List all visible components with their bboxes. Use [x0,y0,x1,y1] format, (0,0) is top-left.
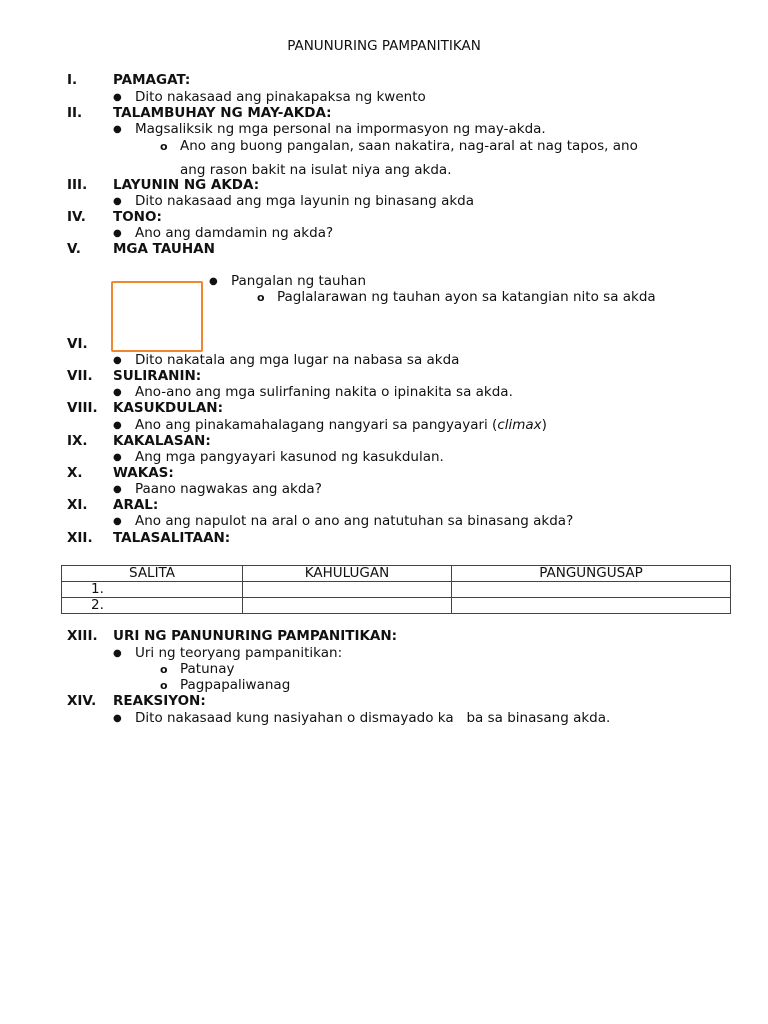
column-header-salita: SALITA [62,566,243,582]
bullet-item: ● Pangalan ng tauhan [209,273,366,289]
bullet-icon: ● [113,124,122,135]
sub-bullet-continuation: ang rason bakit na isulat niya ang akda. [180,162,452,178]
section-heading: TALASALITAAN: [113,530,231,546]
document-title: PANUNURING PAMPANITIKAN [287,38,481,54]
bullet-item: ● Uri ng teoryang pampanitikan: [113,645,343,661]
section-heading: KASUKDULAN: [113,400,223,416]
section-heading: PAMAGAT: [113,72,191,88]
section-number: III. [67,177,88,193]
section-heading: LAYUNIN NG AKDA: [113,177,260,193]
section-heading: URI NG PANUNURING PAMPANITIKAN: [113,628,398,644]
bullet-item: ● Ang mga pangyayari kasunod ng kasukdulan. [113,449,444,465]
section-number: XIV. [67,693,97,709]
section-number: V. [67,241,81,257]
section-heading: REAKSIYON: [113,693,206,709]
section-heading: TONO: [113,209,162,225]
bullet-icon: ● [209,276,218,287]
row-number: 2. [62,598,243,614]
column-header-kahulugan: KAHULUGAN [243,566,452,582]
image-placeholder-box [111,281,203,352]
table-row [62,582,731,598]
bullet-icon: ● [113,516,122,527]
section-number: I. [67,72,78,88]
bullet-icon: ● [113,713,122,724]
bullet-icon: ● [113,196,122,207]
bullet-item: ● Magsaliksik ng mga personal na impormasyon ng may-akda. [113,121,546,137]
sub-bullet-item: o Patunay [160,661,235,677]
bullet-item: ● Ano ang damdamin ng akda? [113,225,334,241]
hollow-bullet-icon: o [160,663,168,676]
table-header-row [62,566,731,582]
hollow-bullet-icon: o [160,679,168,692]
section-heading: WAKAS: [113,465,174,481]
bullet-item: ● Paano nagwakas ang akda? [113,481,322,497]
section-number: X. [67,465,83,481]
table-cell [243,582,452,598]
section-number: XII. [67,530,93,546]
bullet-item: ● Ano-ano ang mga sulirfaning nakita o ipinakita sa akda. [113,384,513,400]
bullet-icon: ● [113,355,122,366]
bullet-item: ● Ano ang pinakamahalagang nangyari sa pangyayari (climax) [113,417,547,433]
bullet-icon: ● [113,484,122,495]
bullet-icon: ● [113,387,122,398]
table-cell [452,582,731,598]
sub-bullet-item: o Paglalarawan ng tauhan ayon sa katangian nito sa akda [257,289,656,305]
table-cell [243,598,452,614]
vocabulary-table [61,565,731,614]
bullet-icon: ● [113,228,122,239]
bullet-icon: ● [113,648,122,659]
table-row [62,598,731,614]
section-number: VI. [67,336,88,352]
bullet-icon: ● [113,452,122,463]
bullet-icon: ● [113,92,122,103]
section-heading: MGA TAUHAN [113,241,215,257]
row-number: 1. [62,582,243,598]
hollow-bullet-icon: o [257,291,265,304]
section-number: VII. [67,368,93,384]
bullet-item: ● Dito nakasaad ang mga layunin ng binasang akda [113,193,475,209]
sub-bullet-item: o Ano ang buong pangalan, saan nakatira, nag-aral at nag tapos, ano [160,138,638,154]
section-number: XI. [67,497,88,513]
bullet-item: ● Dito nakasaad kung nasiyahan o dismayado ka ba sa binasang akda. [113,710,611,726]
bullet-icon: ● [113,420,122,431]
section-heading: TALAMBUHAY NG MAY-AKDA: [113,105,332,121]
bullet-item: ● Dito nakatala ang mga lugar na nabasa sa akda [113,352,460,368]
hollow-bullet-icon: o [160,140,168,153]
bullet-item: ● Dito nakasaad ang pinakapaksa ng kwento [113,89,426,105]
column-header-pangungusap: PANGUNGUSAP [452,566,731,582]
section-heading: SULIRANIN: [113,368,202,384]
section-number: XIII. [67,628,98,644]
section-heading: ARAL: [113,497,159,513]
section-number: IX. [67,433,88,449]
sub-bullet-item: o Pagpapaliwanag [160,677,291,693]
section-number: II. [67,105,83,121]
section-number: IV. [67,209,86,225]
bullet-item: ● Ano ang napulot na aral o ano ang natutuhan sa binasang akda? [113,513,574,529]
table-cell [452,598,731,614]
section-heading: KAKALASAN: [113,433,211,449]
section-number: VIII. [67,400,98,416]
